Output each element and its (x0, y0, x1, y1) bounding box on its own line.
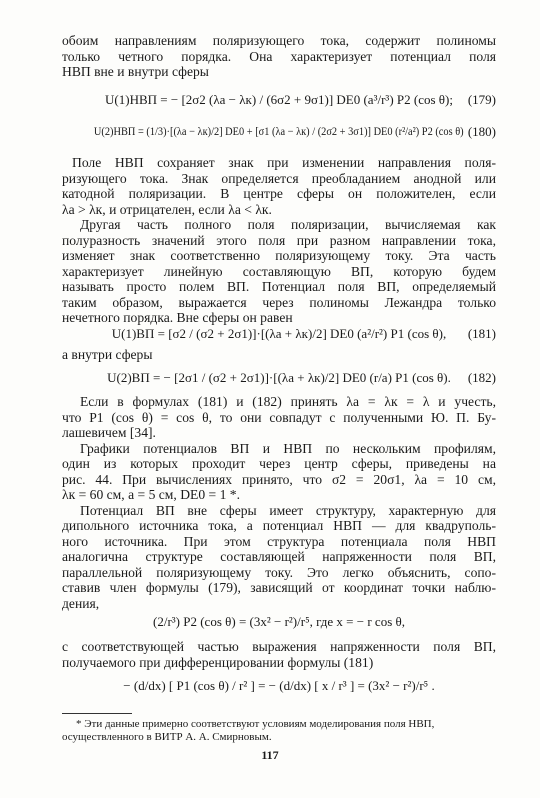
equation-179 (62, 92, 496, 107)
text-line: катодной поляризации. В центре сферы он положителен, если (62, 186, 496, 201)
equation-expression: U(2)ВП = − [2σ1 / (σ2 + 2σ1)]·[(λа + λк)/2] DE0 (r/a) P1 (cos θ). (107, 370, 451, 385)
text-line: λк = 60 см, a = 5 см, DE0 = 1 *. (62, 487, 240, 502)
text-line: ного источника. При этом структура потенциала поля НВП (62, 533, 496, 549)
text-line: параллельной поляризующему току. Это легко объяснить, сопо- (62, 564, 496, 580)
text-line: только четного порядка. Она характеризует потенциал поля (62, 48, 496, 64)
text-line: ставив член формулы (179), зависящий от координат точки наблю- (62, 580, 496, 595)
text-line: НВП вне и внутри сферы (62, 64, 209, 79)
equation-derivative (62, 678, 496, 693)
text-line: Если в формулах (181) и (182) принять λа = λк = λ и учесть, (80, 394, 496, 409)
text-line: изменяет знак соответственно поляризующему току. Эта часть (62, 248, 496, 263)
text-line: обоим направлениям поляризующего тока, содержит полиномы (62, 33, 496, 48)
text-line: а внутри сферы (62, 347, 153, 362)
equation-180 (62, 124, 496, 139)
footnote-line: * Эти данные примерно соответствуют условиям моделирования поля НВП, (76, 718, 435, 730)
text-line: таким образом, выражается через полиномы Лежандра только (62, 294, 496, 310)
paragraph-inside (62, 347, 496, 363)
equation-p2-expansion (62, 614, 496, 629)
text-line: дения, (62, 595, 100, 611)
equation-182 (62, 370, 496, 385)
equation-expression: (2/r³) P2 (cos θ) = (3x² − r²)/r⁵, где x = − r cos θ, (153, 614, 405, 629)
text-line: λа > λк, и отрицателен, если λа < λк. (62, 201, 272, 217)
footnote-line: осуществленного в ВИТР А. А. Смирновым. (62, 731, 272, 743)
equation-expression: U(1)ВП = [σ2 / (σ2 + 2σ1)]·[(λа + λк)/2] DE0 (a²/r²) P1 (cos θ), (111, 326, 447, 341)
text-line: дипольного источника тока, а потенциал НВП — для квадруполь- (62, 518, 496, 533)
text-line: характеризует линейную составляющую ВП, которую будем (62, 263, 496, 279)
footnote-rule (62, 713, 132, 714)
page-number: 117 (261, 748, 279, 762)
text-line: аналогична структуре составляющей напряженности поля ВП, (62, 549, 496, 564)
paragraph-intro (62, 33, 496, 80)
equation-number: (179) (467, 92, 496, 107)
text-line: Графики потенциалов ВП и НВП по нескольким профилям, (80, 440, 496, 456)
text-line: лашевичем [34]. (62, 425, 156, 440)
text-line: что P1 (cos θ) = cos θ, то они совпадут с полученными Ю. П. Бу- (62, 409, 496, 425)
text-line: Поле НВП сохраняет знак при изменении направления поля- (72, 155, 496, 170)
equation-number: (182) (467, 370, 496, 385)
equation-expression: − (d/dx) [ P1 (cos θ) / r² ] = − (d/dx) [ x / r³ ] = (3x² − r²)/r⁵ . (123, 678, 435, 693)
text-line: называть просто полем ВП. Потенциал поля ВП, определяемый (62, 279, 496, 294)
equation-expression: U(2)НВП = (1/3)·[(λа − λк)/2] DE0 + [σ1 (λа − λк) / (2σ2 + 3σ1)] DE0 (r²/a²) P2 (cos θ) (94, 125, 464, 138)
equation-181 (62, 326, 496, 341)
text-line: получаемого при дифференцировании формулы (181) (62, 654, 374, 670)
text-line: один из которых проходит через центр сферы, приведены на (62, 456, 496, 471)
text-line: рис. 44. При вычислениях принято, что σ2 = 20σ1, λа = 10 см, (62, 471, 496, 487)
paragraph-nvp-sign (62, 155, 496, 326)
footnote (62, 718, 496, 744)
equation-expression: U(1)НВП = − [2σ2 (λа − λк) / (6σ2 + 9σ1)] DE0 (a³/r³) P2 (cos θ); (105, 92, 453, 107)
text-line: нечетного порядка. Вне сферы он равен (62, 310, 293, 325)
text-line: Потенциал ВП вне сферы имеет структуру, характерную для (80, 502, 496, 518)
paragraph-graphs (62, 394, 496, 611)
equation-number: (180) (467, 124, 496, 139)
text-line: Другая часть полного поля поляризации, вычисляемая как (80, 217, 496, 232)
equation-number: (181) (467, 326, 496, 341)
paragraph-comparison (62, 639, 496, 670)
text-line: ризующего тока. Знак определяется преобладанием анодной или (62, 170, 496, 186)
text-line: с соответствующей частью выражения напряженности поля ВП, (62, 639, 496, 654)
text-line: полуразность значений этого поля при разном направлении тока, (62, 232, 496, 248)
